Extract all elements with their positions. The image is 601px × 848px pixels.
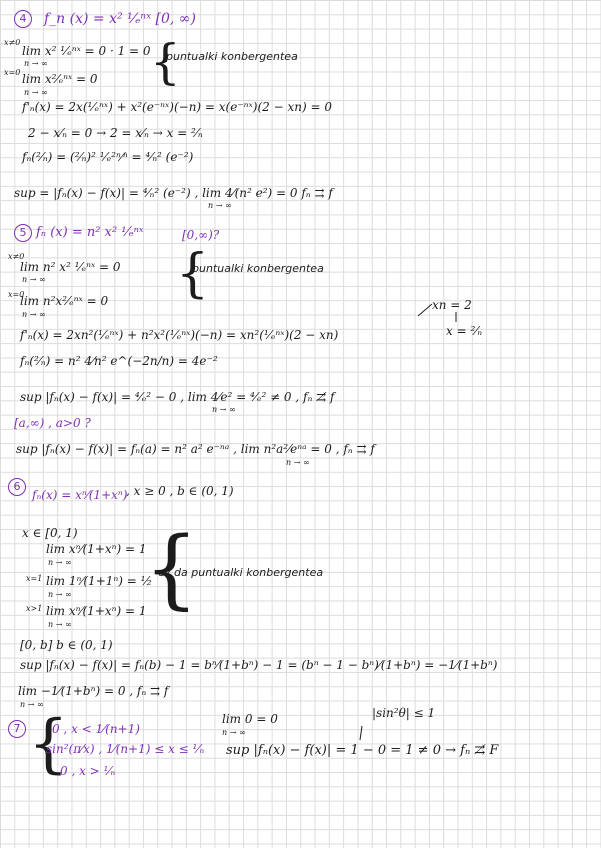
p4-conclusion: puntualki konbergentea — [166, 50, 298, 63]
p7-lim: lim 0 = 0 — [222, 712, 278, 726]
p6-lim1-sub: n → ∞ — [48, 558, 72, 567]
p5-lim1-sub: n → ∞ — [22, 275, 46, 284]
p5-derivative: f'ₙ(x) = 2xn²(¹⁄ₑⁿˣ) + n²x²(¹⁄ₑⁿˣ)(−n) = xn²(¹⁄ₑⁿˣ)(2 − xn) — [20, 328, 339, 342]
p4-value: fₙ(²⁄ₙ) = (²⁄ₙ)² ¹⁄ₑ²ⁿ⁄ⁿ = ⁴⁄ₙ² (e⁻²) — [22, 150, 194, 164]
p6-lim2-sub: n → ∞ — [48, 590, 72, 599]
p4-lim1-sub: n → ∞ — [24, 59, 48, 68]
p5-sup2-sub: n → ∞ — [286, 458, 310, 467]
p5-lim2-sub: n → ∞ — [22, 310, 46, 319]
p4-brace: { — [150, 34, 181, 90]
p6-lim-3: lim xⁿ⁄(1+xⁿ) = 1 — [46, 604, 147, 618]
p7-case-2: sin²(π⁄x) , 1⁄(n+1) ≤ x ≤ ¹⁄ₙ — [46, 742, 205, 756]
p6-interval: [0, b] b ∈ (0, 1) — [20, 638, 113, 652]
p7-case-1: 0 , x < 1⁄(n+1) — [52, 722, 140, 736]
p4-solve: 2 − x⁄ₙ = 0 → 2 = x⁄ₙ → x = ²⁄ₙ — [28, 126, 203, 140]
p6-sup: sup |fₙ(x) − f(x)| = fₙ(b) − 1 = bⁿ⁄(1+bⁿ) − 1 = (bⁿ − 1 − bⁿ)⁄(1+bⁿ) = −1⁄(1+bⁿ) — [20, 658, 498, 672]
p6-lim-final-sub: n → ∞ — [20, 700, 44, 709]
problem-5-title: fₙ (x) = n² x² ¹⁄ₑⁿˣ — [36, 225, 144, 240]
p6-case-2: x=1 — [26, 574, 43, 583]
p6-case-3: x>1 — [26, 604, 43, 613]
p4-lim1: lim x² ¹⁄ₑⁿˣ = 0 · 1 = 0 — [22, 44, 151, 58]
p6-lim-2: lim 1ⁿ⁄(1+1ⁿ) = ½ — [46, 574, 153, 588]
problem-4-number: 4 — [19, 12, 27, 25]
p5-lim2-cond: x=0 — [8, 290, 25, 299]
p7-note-arrow — [360, 726, 362, 740]
p6-lim-final: lim −1⁄(1+bⁿ) = 0 , fₙ ⇉ f — [18, 684, 169, 698]
p6-lim3-sub: n → ∞ — [48, 620, 72, 629]
p4-lim2-cond: x=0 — [4, 68, 21, 77]
problem-5-number: 5 — [19, 226, 27, 239]
p6-brace: { — [144, 519, 199, 619]
p5-side-note-2: x = ²⁄ₙ — [446, 324, 483, 338]
p7-brace: { — [28, 707, 69, 781]
p6-case-1: x ∈ [0, 1) — [22, 526, 78, 540]
p7-case-3: 0 , x > ¹⁄ₙ — [60, 764, 116, 778]
p4-lim1-cond: x≠0 — [4, 38, 21, 47]
problem-6-condition: , x ≥ 0 , b ∈ (0, 1) — [126, 484, 234, 498]
p5-value: fₙ(²⁄ₙ) = n² 4⁄n² e^(−2n/n) = 4e⁻² — [20, 354, 218, 368]
p5-sup: sup |fₙ(x) − f(x)| = ⁴⁄ₑ² − 0 , lim 4⁄e² = ⁴⁄ₑ² ≠ 0 , fₙ ⇉̸ f — [20, 390, 335, 404]
problem-6-number: 6 — [13, 480, 21, 493]
p5-brace: { — [176, 244, 210, 304]
problem-7-number: 7 — [13, 722, 21, 735]
p7-sup: sup |fₙ(x) − f(x)| = 1 − 0 = 1 ≠ 0 → fₙ ⇉̸ F — [226, 743, 499, 758]
p5-lim2: lim n²x²⁄ₑⁿˣ = 0 — [20, 294, 109, 308]
problem-6-title: fₙ(x) = xⁿ⁄(1+xⁿ) — [32, 488, 128, 502]
p6-conclusion: ez da puntualki konbergentea — [158, 566, 324, 579]
p7-lim-sub: n → ∞ — [222, 728, 246, 737]
p5-conclusion: puntualki konbergentea — [192, 262, 324, 275]
p4-sup-sub: n → ∞ — [208, 201, 232, 210]
p7-note: |sin²θ| ≤ 1 — [372, 706, 436, 720]
problem-5-interval: [0,∞)? — [182, 228, 220, 242]
p5-question-2: [a,∞) , a>0 ? — [14, 416, 91, 430]
p5-sup-2: sup |fₙ(x) − f(x)| = fₙ(a) = n² a² e⁻ⁿᵃ , lim n²a²⁄eⁿᵃ = 0 , fₙ ⇉ f — [16, 442, 375, 456]
p5-side-note: xn = 2 — [432, 298, 472, 312]
p4-lim2: lim x²⁄ₑⁿˣ = 0 — [22, 72, 98, 86]
p5-sup-sub: n → ∞ — [212, 405, 236, 414]
p5-side-arrow — [418, 304, 432, 316]
p4-sup: sup = |fₙ(x) − f(x)| = ⁴⁄ₙ² (e⁻²) , lim 4⁄(n² e²) = 0 fₙ ⇉ f — [14, 186, 333, 200]
p6-lim-1: lim xⁿ⁄(1+xⁿ) = 1 — [46, 542, 147, 556]
problem-4-title: f_n (x) = x² ¹⁄ₑⁿˣ [0, ∞) — [44, 11, 196, 27]
p4-derivative: f'ₙ(x) = 2x(¹⁄ₑⁿˣ) + x²(e⁻ⁿˣ)(−n) = x(e⁻ⁿˣ)(2 − xn) = 0 — [22, 100, 332, 114]
p4-lim2-sub: n → ∞ — [24, 88, 48, 97]
p5-lim1-cond: x≠0 — [8, 252, 25, 261]
p5-lim1: lim n² x² ¹⁄ₑⁿˣ = 0 — [20, 260, 121, 274]
